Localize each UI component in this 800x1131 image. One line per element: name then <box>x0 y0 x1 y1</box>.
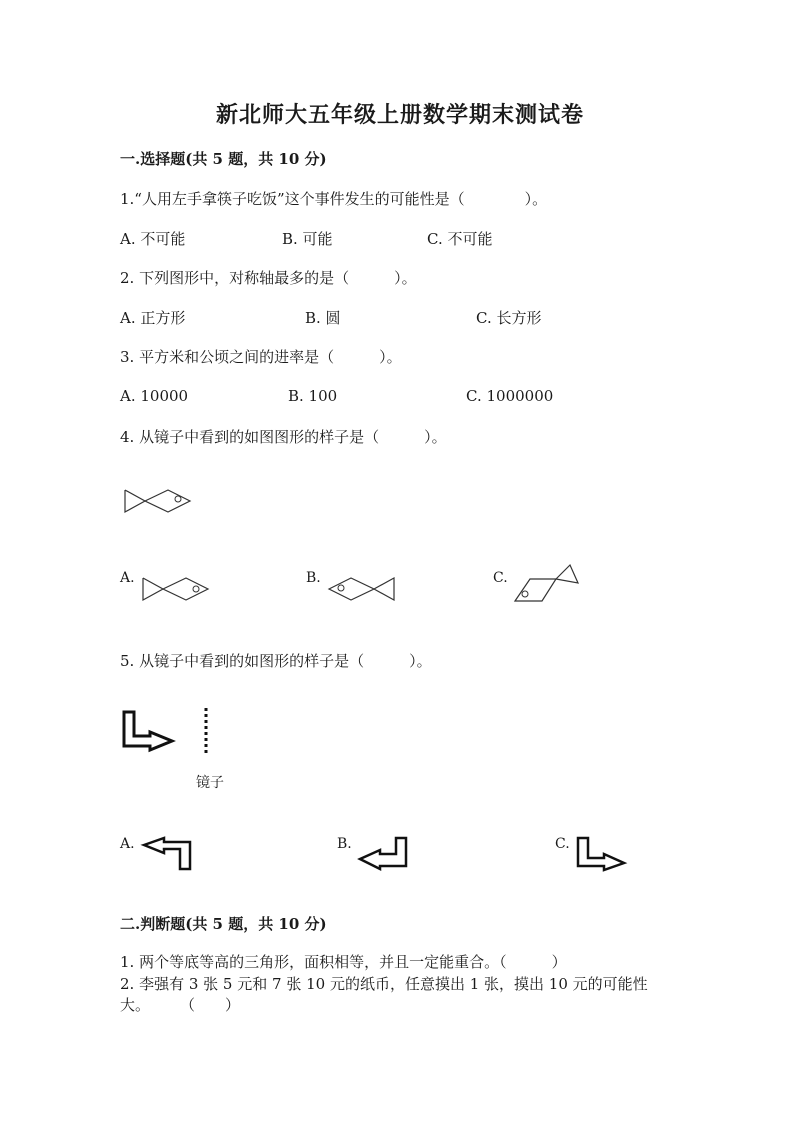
judgement-item-2-line-1: 2. 李强有 3 张 5 元和 7 张 10 元的纸币，任意摸出 1 张，摸出 10 元的可能性 <box>120 975 648 993</box>
question-2-option-a: A. 正方形 <box>120 309 186 327</box>
l-arrow-figure-option-a <box>140 836 196 872</box>
page-title: 新北师大五年级上册数学期末测试卷 <box>215 102 584 128</box>
question-2-option-c: C. 长方形 <box>476 309 542 327</box>
question-4-text: 4. 从镜子中看到的如图图形的样子是（ ）。 <box>120 428 447 446</box>
question-1-option-a: A. 不可能 <box>120 230 186 248</box>
judgement-item-1: 1. 两个等底等高的三角形，面积相等，并且一定能重合。（ ） <box>120 953 567 971</box>
question-4-option-b-label: B. <box>306 570 321 586</box>
question-5-option-b-label: B. <box>337 836 352 852</box>
fish-figure-option-b <box>324 574 399 606</box>
judgement-item-2-line-2: 大。 （ ） <box>120 996 241 1014</box>
question-3-option-c: C. 1000000 <box>466 387 554 405</box>
question-4-option-c-label: C. <box>493 570 508 586</box>
fish-figure-option-a <box>138 574 213 606</box>
question-5-option-a-label: A. <box>120 836 135 852</box>
question-3-option-b: B. 100 <box>288 387 338 405</box>
question-5-text: 5. 从镜子中看到的如图形的样子是（ ）。 <box>120 652 432 670</box>
section-heading-judgement: 二.判断题(共 5 题，共 10 分) <box>120 915 327 933</box>
question-3-option-a: A. 10000 <box>120 387 189 405</box>
question-4-option-a-label: A. <box>120 570 135 586</box>
question-3-text: 3. 平方米和公顷之间的进率是（ ）。 <box>120 348 402 366</box>
question-1-option-c: C. 不可能 <box>427 230 493 248</box>
question-1-text: 1.“人用左手拿筷子吃饭”这个事件发生的可能性是（ ）。 <box>120 190 548 208</box>
section-heading-choice: 一.选择题(共 5 题，共 10 分) <box>120 150 327 168</box>
question-1-option-b: B. 可能 <box>282 230 333 248</box>
fish-figure-original <box>120 486 195 518</box>
fish-figure-option-c <box>510 563 585 608</box>
l-arrow-figure-original <box>120 706 220 756</box>
l-arrow-figure-option-c <box>574 836 630 872</box>
l-arrow-figure-option-b <box>356 836 412 872</box>
question-2-option-b: B. 圆 <box>305 309 341 327</box>
question-2-text: 2. 下列图形中，对称轴最多的是（ ）。 <box>120 269 417 287</box>
question-5-option-c-label: C. <box>555 836 570 852</box>
mirror-label: 镜子 <box>196 775 224 791</box>
